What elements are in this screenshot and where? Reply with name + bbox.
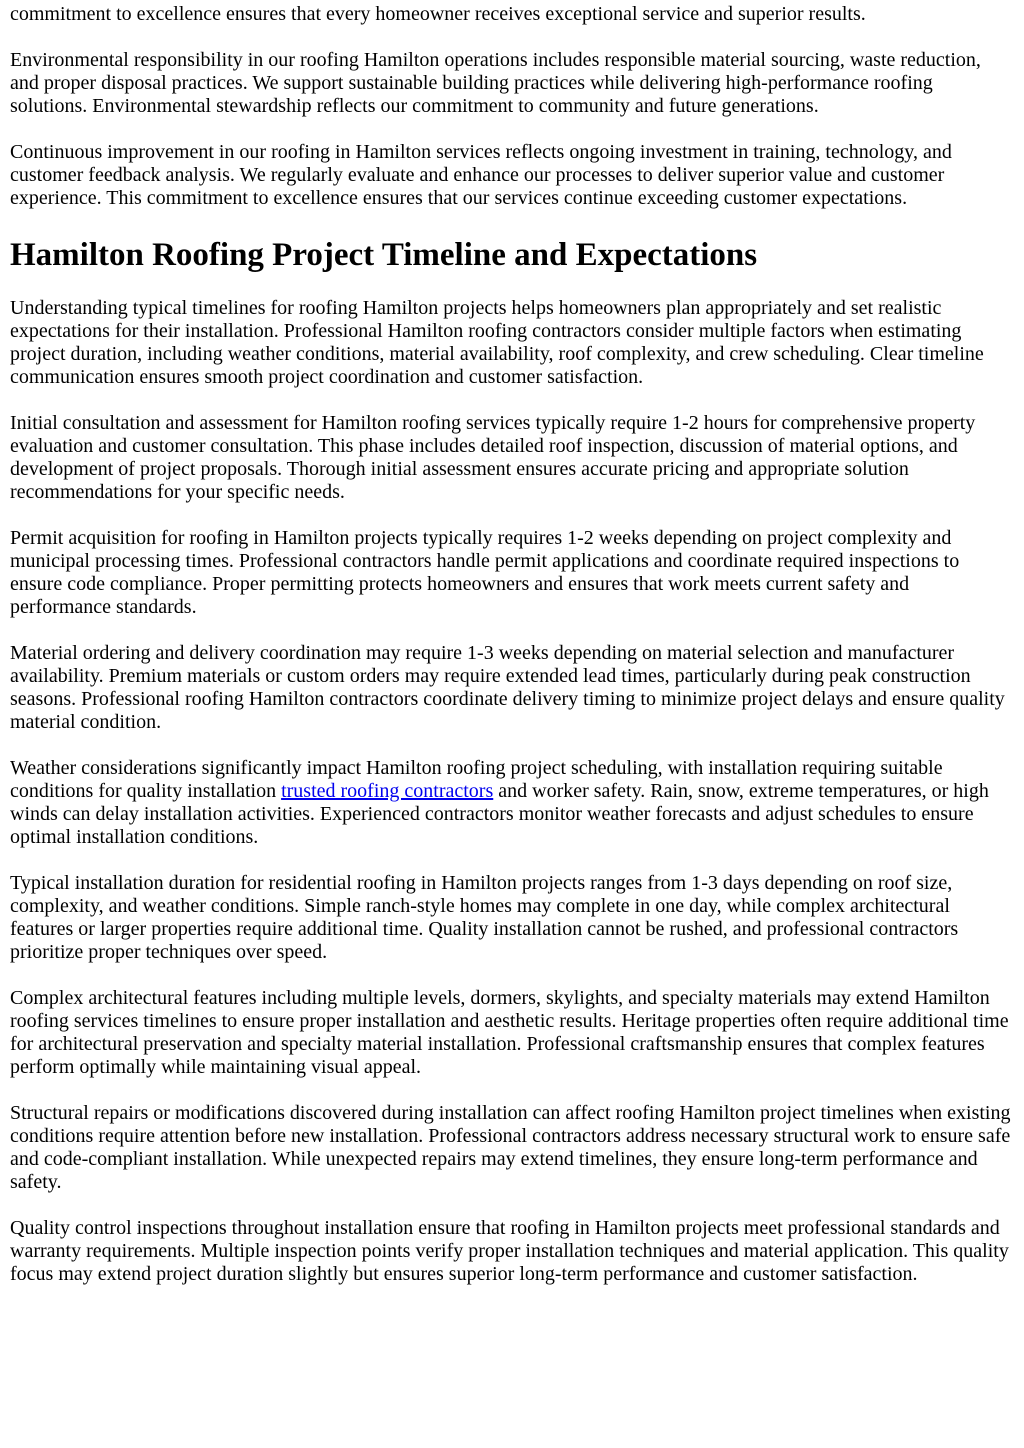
paragraph-understanding-timelines: Understanding typical timelines for roofing Hamilton projects helps homeowners plan appropriately and set realistic expectations for their installation. Professional Hamilton roofing contractors consider multiple factors when estimating project duration, including weather conditions, material availability, roof complexity, and crew scheduling. Clear timeline communication ensures smooth project coordination and customer satisfaction.	[10, 297, 984, 388]
paragraph-environmental-responsibility: Environmental responsibility in our roofing Hamilton operations includes responsible material sourcing, waste reduction, and proper disposal practices. We support sustainable building practices while delivering high-performance roofing solutions. Environmental stewardship reflects our commitment to community and future generations.	[10, 49, 981, 117]
paragraph-quality-control: Quality control inspections throughout installation ensure that roofing in Hamilton projects meet professional standards and warranty requirements. Multiple inspection points verify proper installation techniques and material application. This quality focus may extend project duration slightly but ensures superior long-term performance and customer satisfaction.	[10, 1217, 1009, 1285]
trusted-roofing-contractors-link[interactable]: trusted roofing contractors	[281, 780, 494, 802]
paragraph-continuous-improvement: Continuous improvement in our roofing in Hamilton services reflects ongoing investment in training, technology, and customer feedback analysis. We regularly evaluate and enhance our processes to deliver superior value and customer experience. This commitment to excellence ensures that our services continue exceeding customer expectations.	[10, 141, 952, 209]
paragraph-weather-considerations	[10, 757, 1014, 849]
paragraph-complex-architectural-features: Complex architectural features including multiple levels, dormers, skylights, and specialty materials may extend Hamilton roofing services timelines to ensure proper installation and aesthetic results. Heritage properties often require additional time for architectural preservation and specialty material installation. Professional craftsmanship ensures that complex features perform optimally while maintaining visual appeal.	[10, 987, 1009, 1078]
weather-text-before: Weather considerations significantly impact Hamilton roofing project scheduling, with installation requiring suitable conditions for quality installation	[10, 757, 943, 802]
paragraph-permit-acquisition: Permit acquisition for roofing in Hamilton projects typically requires 1-2 weeks depending on project complexity and municipal processing times. Professional contractors handle permit applications and coordinate required inspections to ensure code compliance. Proper permitting protects homeowners and ensures that work meets current safety and performance standards.	[10, 527, 960, 618]
paragraph-structural-repairs: Structural repairs or modifications discovered during installation can affect roofing Hamilton project timelines when existing conditions require attention before new installation. Professional contractors address necessary structural work to ensure safe and code-compliant installation. While unexpected repairs may extend timelines, they ensure long-term performance and safety.	[10, 1102, 1011, 1193]
page-title: Hamilton Roofing Project Timeline and Expectations	[10, 237, 758, 273]
paragraph-initial-consultation: Initial consultation and assessment for Hamilton roofing services typically require 1-2 hours for comprehensive property evaluation and customer consultation. This phase includes detailed roof inspection, discussion of material options, and development of project proposals. Thorough initial assessment ensures accurate pricing and appropriate solution recommendations for your specific needs.	[10, 412, 976, 503]
paragraph-fragment-commitment: commitment to excellence ensures that every homeowner receives exceptional service and superior results.	[10, 3, 866, 25]
weather-text-after: and worker safety. Rain, snow, extreme temperatures, or high winds can delay installation activities. Experienced contractors monitor weather forecasts and adjust schedules to ensure optimal installation conditions.	[10, 780, 989, 848]
paragraph-typical-installation-duration: Typical installation duration for residential roofing in Hamilton projects ranges from 1-3 days depending on roof size, complexity, and weather conditions. Simple ranch-style homes may complete in one day, while complex architectural features or larger properties require additional time. Quality installation cannot be rushed, and professional contractors prioritize proper techniques over speed.	[10, 872, 959, 963]
paragraph-material-ordering: Material ordering and delivery coordination may require 1-3 weeks depending on material selection and manufacturer availability. Premium materials or custom orders may require extended lead times, particularly during peak construction seasons. Professional roofing Hamilton contractors coordinate delivery timing to minimize project delays and ensure quality material condition.	[10, 642, 1005, 733]
